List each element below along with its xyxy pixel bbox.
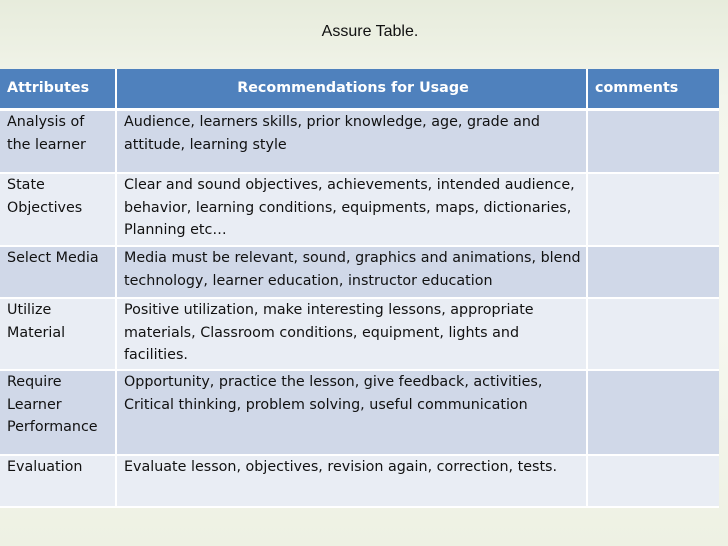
page-title: Assure Table. [321,23,419,40]
attribute-cell: Select Media [0,247,117,299]
comment-cell [588,371,719,456]
table-row [0,174,719,247]
table-header-row [0,69,719,111]
attribute-cell: State Objectives [0,174,117,247]
table-row [0,111,719,174]
recommendation-cell: Evaluate lesson, objectives, revision again, correction, tests. [117,456,588,508]
table-row [0,247,719,299]
assure-table [0,69,719,508]
recommendation-cell: Media must be relevant, sound, graphics and animations, blend technology, learner education, instructor education [117,247,588,299]
comment-cell [588,174,719,247]
comment-cell [588,111,719,174]
header-attributes: Attributes [0,69,117,111]
table-row [0,299,719,371]
recommendation-cell: Positive utilization, make interesting lessons, appropriate materials, Classroom conditions, equipment, lights and facilities. [117,299,588,371]
recommendation-cell: Clear and sound objectives, achievements, intended audience, behavior, learning conditions, equipments, maps, dictionaries, Planning etc… [117,174,588,247]
recommendation-cell: Audience, learners skills, prior knowledge, age, grade and attitude, learning style [117,111,588,174]
comment-cell [588,299,719,371]
header-recommendations: Recommendations for Usage [117,69,588,111]
table-row [0,456,719,508]
table-row [0,371,719,456]
attribute-cell: Analysis of the learner [0,111,117,174]
comment-cell [588,456,719,508]
recommendation-cell: Opportunity, practice the lesson, give feedback, activities, Critical thinking, problem solving, useful communication [117,371,588,456]
header-comments: comments [588,69,719,111]
attribute-cell: Require Learner Performance [0,371,117,456]
attribute-cell: Evaluation [0,456,117,508]
attribute-cell: Utilize Material [0,299,117,371]
comment-cell [588,247,719,299]
